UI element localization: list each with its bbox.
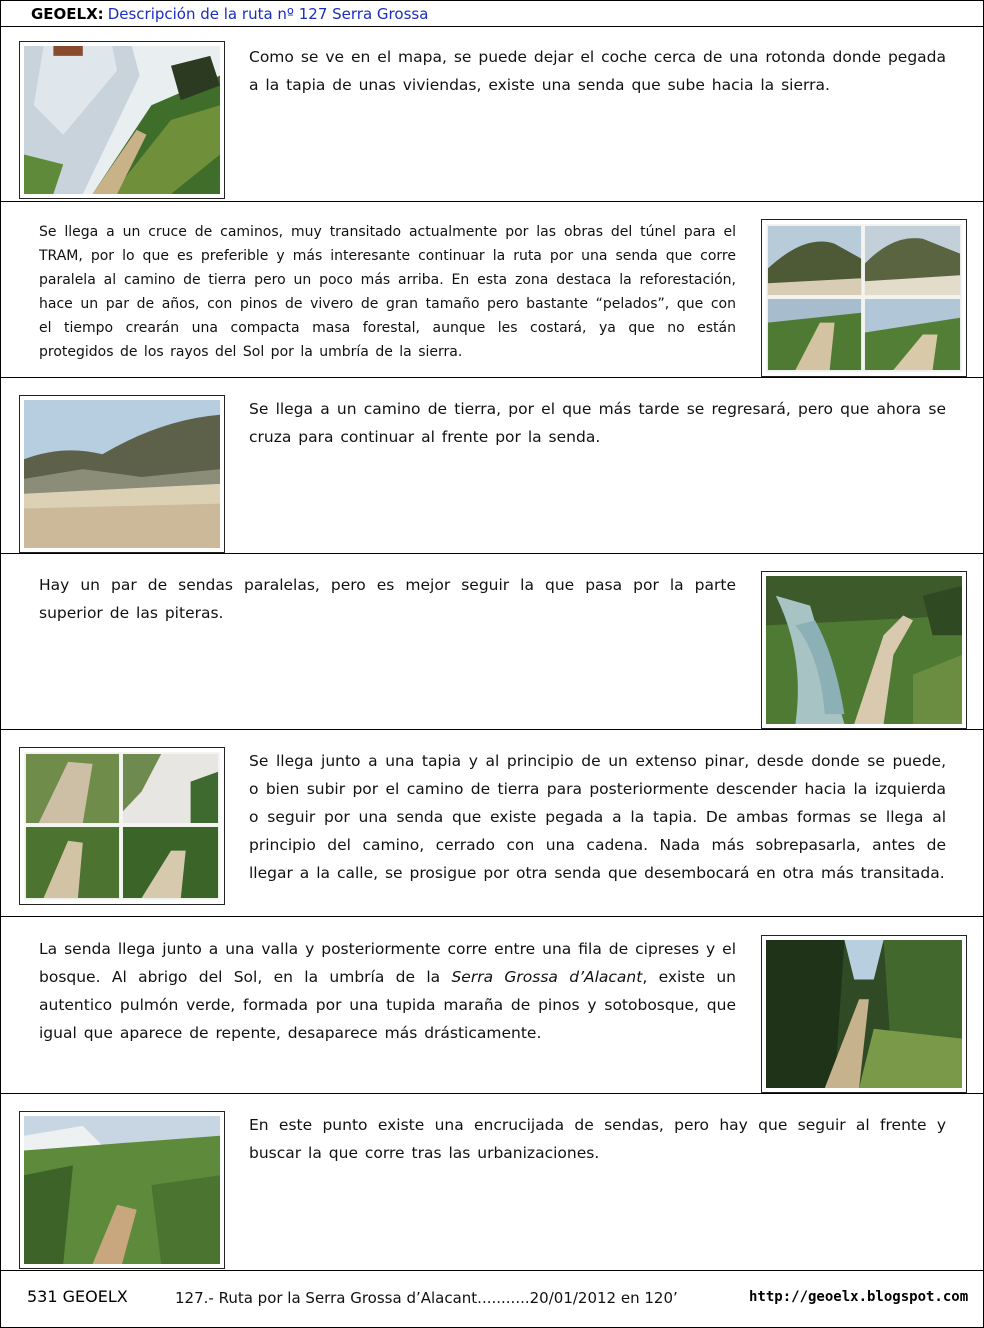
crossroads-collage-photo [761, 219, 967, 377]
dirt-road-photo [19, 395, 225, 553]
page-number: 531 GEOELX [27, 1287, 128, 1306]
route-section-6 [1, 917, 983, 1094]
section-text: En este punto existe una encrucijada de sendas, pero hay que seguir al frente y buscar la que corre tras las urbanizaciones. [249, 1116, 946, 1162]
pine-forest-collage-photo [19, 747, 225, 905]
route-description: 127.- Ruta por la Serra Grossa d’Alacant...........20/01/2012 en 120’ [175, 1289, 678, 1307]
section-text-after: , existe un autentico pulmón verde, formada por una tupida maraña de pinos y sotobosque, que igual que aparece de repente, desaparece más drásticamente. [39, 968, 736, 1042]
cypress-path-photo [761, 935, 967, 1093]
section-text: Se llega junto a una tapia y al principio de un extenso pinar, desde donde se puede, o bien subir por el camino de tierra para posteriormente descender hacia la izquierda o seguir por una senda que existe pegada a la tapia. De ambas formas se llega al principio del camino, cerrado con una cadena. Nada más sobrepasarla, antes de llegar a la calle, se prosigue por otra senda que desembocará en otra más transitada. [249, 752, 946, 882]
route-section-3 [1, 378, 983, 554]
document-footer [1, 1271, 983, 1327]
path-beside-white-wall-photo [19, 41, 225, 199]
route-section-5 [1, 730, 983, 917]
route-section-4 [1, 554, 983, 730]
document-header [1, 1, 983, 27]
route-section-7 [1, 1094, 983, 1271]
section-text: Hay un par de sendas paralelas, pero es mejor seguir la que pasa por la parte superior de las piteras. [39, 576, 736, 622]
route-section-1 [1, 27, 983, 202]
agave-path-photo [761, 571, 967, 729]
brand-label: GEOELX: [31, 5, 104, 23]
route-section-2 [1, 202, 983, 378]
place-name-italic: Serra Grossa d’Alacant [451, 968, 643, 986]
section-text: Como se ve en el mapa, se puede dejar el coche cerca de una rotonda donde pegada a la tapia de unas viviendas, existe una senda que sube hacia la sierra. [249, 48, 947, 94]
section-text: Se llega a un camino de tierra, por el que más tarde se regresará, pero que ahora se cruza para continuar al frente por la senda. [249, 400, 946, 446]
section-text-before: La senda llega junto a una valla y posteriormente corre entre una fila de cipreses y el bosque. Al abrigo del Sol, en la umbría de la [39, 940, 736, 986]
header-brand [31, 5, 428, 23]
green-trail-photo [19, 1111, 225, 1269]
section-text: Se llega a un cruce de caminos, muy transitado actualmente por las obras del túnel para el TRAM, por lo que es preferible y más interesante continuar la ruta por una senda que corre paralela al camino de tierra pero un poco más arriba. En esta zona destaca la reforestación, hace un par de años, con pinos de vivero de gran tamaño pero bastante “pelados”, que con el tiempo crearán una compacta masa forestal, aunque les costará, ya que no están protegidos de los rayos del Sol por la umbría de la sierra. [39, 224, 736, 360]
blog-url: http://geoelx.blogspot.com [749, 1289, 969, 1305]
route-title: Descripción de la ruta nº 127 Serra Grossa [107, 5, 429, 23]
section-text [39, 935, 736, 1047]
